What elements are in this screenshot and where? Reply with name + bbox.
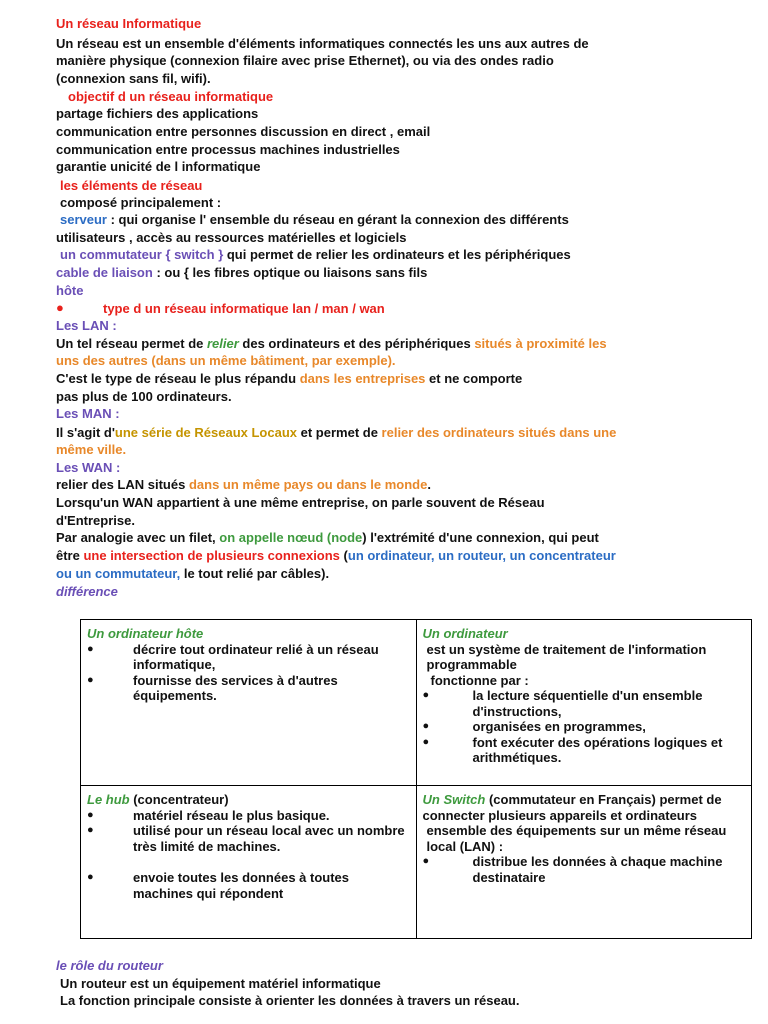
- wan-line-3: d'Entreprise.: [56, 513, 135, 528]
- intro-line-1: Un réseau est un ensemble d'éléments informatiques connectés les uns aux autres de: [56, 36, 589, 51]
- cell-ordinateur: [416, 620, 752, 786]
- comparison-table: [80, 619, 752, 939]
- routeur-heading: le rôle du routeur: [56, 958, 163, 973]
- cell-title-hote: Un ordinateur hôte: [87, 626, 204, 641]
- objectif-item-2: communication entre personnes discussion en direct , email: [56, 124, 431, 139]
- objectif-item-4: garantie unicité de l informatique: [56, 159, 261, 174]
- objectif-heading: objectif d un réseau informatique: [68, 89, 274, 104]
- cell-hub: [81, 786, 417, 939]
- lan-line-2: uns des autres (dans un même bâtiment, par exemple).: [56, 353, 396, 368]
- man-line-1: Il s'agit d'une série de Réseaux Locaux et permet de relier des ordinateurs situés dans une: [56, 425, 617, 440]
- routeur-line-2: La fonction principale consiste à orienter les données à travers un réseau.: [60, 993, 520, 1008]
- elements-heading: les éléments de réseau: [60, 178, 203, 193]
- ordinateur-item-3: ● font exécuter des opérations logiques et arithmétiques.: [423, 735, 746, 766]
- hub-item-1: ● matériel réseau le plus basique.: [87, 808, 410, 824]
- man-label: Les MAN :: [56, 406, 120, 421]
- hub-spacer: [87, 854, 410, 870]
- ordinateur-item-2: ● organisées en programmes,: [423, 719, 746, 735]
- switch-item-1: ● distribue les données à chaque machine destinataire: [423, 854, 746, 885]
- hote-line: hôte: [56, 283, 84, 298]
- commutateur-term: un commutateur { switch }: [60, 247, 224, 262]
- difference-heading: différence: [56, 584, 118, 599]
- objectif-item-3: communication entre processus machines industrielles: [56, 142, 400, 157]
- types-bullet: ●: [56, 300, 64, 315]
- types-heading: type d un réseau informatique lan / man / wan: [103, 301, 385, 316]
- doc-title: Un réseau Informatique: [56, 16, 202, 31]
- wan-line-5: être une intersection de plusieurs connexions (un ordinateur, un routeur, un concentrateur: [56, 548, 616, 563]
- wan-line-6: ou un commutateur, le tout relié par câbles).: [56, 566, 330, 581]
- cell-title-switch-line: Un Switch (commutateur en Français) permet de connecter plusieurs appareils et ordinateurs: [422, 792, 722, 823]
- ordinateur-fonctionne: fonctionne par :: [430, 672, 529, 688]
- lan-line-1: Un tel réseau permet de relier des ordinateurs et des périphériques situés à proximité les: [56, 336, 607, 351]
- hub-item-2: ● utilisé pour un réseau local avec un nombre très limité de machines.: [87, 823, 410, 854]
- cell-title-hub-line: Le hub (concentrateur): [87, 792, 229, 807]
- cell-title-switch: Un Switch: [422, 792, 486, 807]
- wan-label: Les WAN :: [56, 460, 121, 475]
- wan-line-4: Par analogie avec un filet, on appelle nœud (node) l'extrémité d'une connexion, qui peut: [56, 530, 599, 545]
- lan-label: Les LAN :: [56, 318, 117, 333]
- man-line-2: même ville.: [56, 442, 127, 457]
- compose-line: composé principalement :: [60, 195, 222, 210]
- switch-desc: ensemble des équipements sur un même réseau local (LAN) :: [426, 823, 727, 854]
- cell-title-hub: Le hub: [87, 792, 130, 807]
- cable-line: cable de liaison : ou { les fibres optique ou liaisons sans fils: [56, 265, 428, 280]
- routeur-line-1: Un routeur est un équipement matériel informatique: [60, 976, 381, 991]
- serveur-line-2: utilisateurs , accès au ressources matérielles et logiciels: [56, 230, 407, 245]
- cell-switch: [416, 786, 752, 939]
- ordinateur-item-1: ● la lecture séquentielle d'un ensemble d'instructions,: [423, 688, 746, 719]
- hote-item-2: ● fournisse des services à d'autres équipements.: [87, 673, 410, 704]
- hub-item-3: ● envoie toutes les données à toutes machines qui répondent: [87, 870, 410, 901]
- lan-line-3: C'est le type de réseau le plus répandu dans les entreprises et ne comporte: [56, 371, 523, 386]
- commutateur-line: un commutateur { switch } qui permet de relier les ordinateurs et les périphériques: [60, 247, 571, 262]
- ordinateur-desc: est un système de traitement de l'information programmable: [426, 641, 707, 672]
- hote-item-1: ● décrire tout ordinateur relié à un réseau informatique,: [87, 642, 410, 673]
- cell-title-ordinateur: Un ordinateur: [422, 626, 508, 641]
- intro-line-2: manière physique (connexion filaire avec prise Ethernet), ou via des ondes radio: [56, 53, 554, 68]
- lan-line-4: pas plus de 100 ordinateurs.: [56, 389, 232, 404]
- cell-ordinateur-hote: [81, 620, 417, 786]
- wan-line-1: relier des LAN situés dans un même pays ou dans le monde.: [56, 477, 431, 492]
- serveur-line: serveur : qui organise l' ensemble du réseau en gérant la connexion des différents: [60, 212, 569, 227]
- objectif-item-1: partage fichiers des applications: [56, 106, 259, 121]
- relier-word: relier: [207, 336, 239, 351]
- intro-line-3: (connexion sans fil, wifi).: [56, 71, 211, 86]
- serveur-term: serveur: [60, 212, 107, 227]
- cable-term: cable de liaison: [56, 265, 153, 280]
- wan-line-2: Lorsqu'un WAN appartient à une même entreprise, on parle souvent de Réseau: [56, 495, 545, 510]
